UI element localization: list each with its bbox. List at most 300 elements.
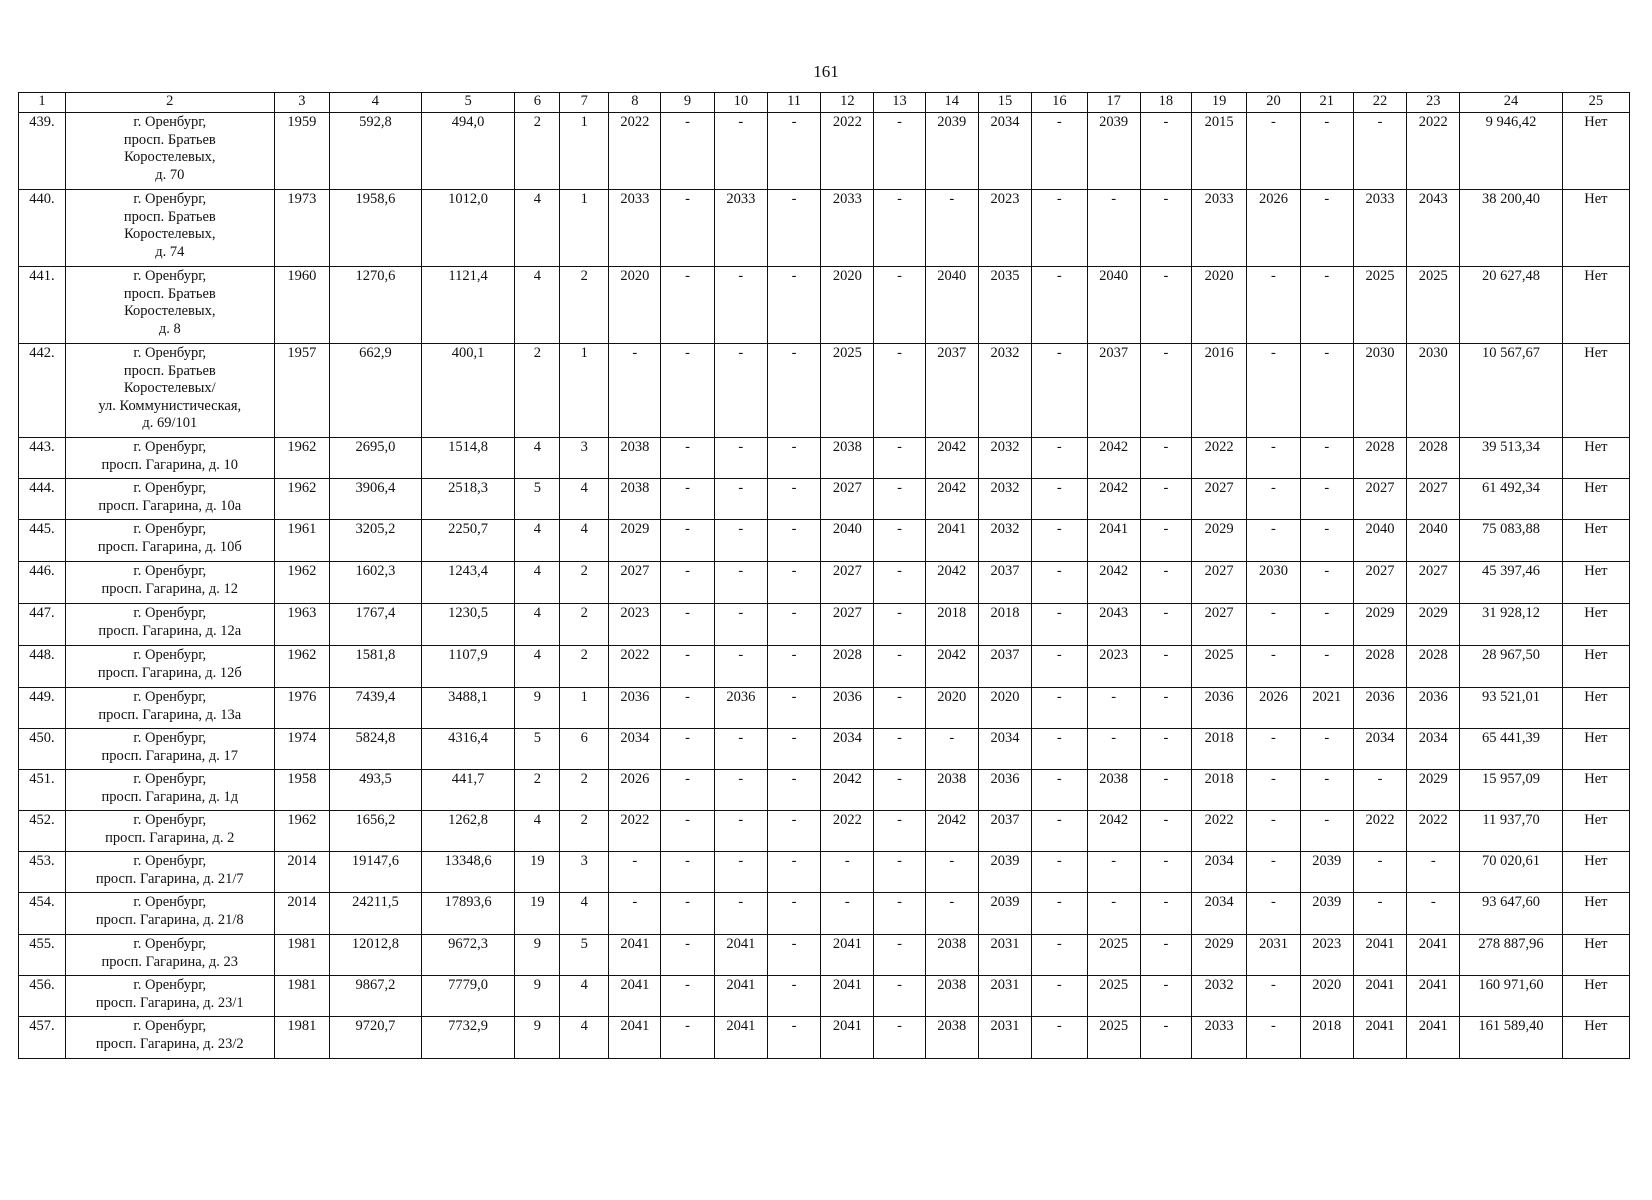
status-cell: Нет (1562, 190, 1629, 267)
table-cell: 3 (560, 852, 609, 893)
address-cell: г. Оренбург, просп. Гагарина, д. 23/1 (65, 976, 274, 1017)
table-cell: - (1353, 852, 1406, 893)
table-cell: - (1300, 113, 1353, 190)
area-cell: 2250,7 (421, 520, 515, 562)
table-cell: - (714, 852, 767, 893)
table-cell: - (1140, 344, 1191, 438)
table-cell: 2026 (1247, 688, 1300, 729)
table-cell: - (1300, 811, 1353, 852)
table-cell: - (1032, 113, 1087, 190)
table-cell: 5 (515, 479, 560, 520)
status-cell: Нет (1562, 811, 1629, 852)
table-cell: 1962 (274, 811, 329, 852)
cost-cell: 10 567,67 (1460, 344, 1562, 438)
table-cell: 2028 (1353, 646, 1406, 688)
cost-cell: 38 200,40 (1460, 190, 1562, 267)
table-cell: 2038 (925, 1017, 978, 1059)
table-cell: - (1247, 646, 1300, 688)
area-cell: 400,1 (421, 344, 515, 438)
table-cell: - (767, 688, 820, 729)
status-cell: Нет (1562, 729, 1629, 770)
address-cell: г. Оренбург, просп. Гагарина, д. 12 (65, 562, 274, 604)
table-cell: 2033 (821, 190, 874, 267)
table-cell: 4 (560, 479, 609, 520)
table-cell: 2037 (925, 344, 978, 438)
table-cell: 2028 (1407, 438, 1460, 479)
table-cell: 2022 (1353, 811, 1406, 852)
table-cell: - (1140, 479, 1191, 520)
table-cell: - (1353, 893, 1406, 935)
table-cell: - (1300, 190, 1353, 267)
table-cell: 2041 (1353, 1017, 1406, 1059)
table-cell: 2040 (1407, 520, 1460, 562)
table-cell: - (661, 562, 714, 604)
table-cell: 19 (515, 893, 560, 935)
table-cell: 2025 (821, 344, 874, 438)
table-cell: 2038 (821, 438, 874, 479)
table-cell: 2014 (274, 852, 329, 893)
table-cell: 2027 (1191, 479, 1246, 520)
area-cell: 1514,8 (421, 438, 515, 479)
table-cell: - (661, 604, 714, 646)
table-cell: - (714, 770, 767, 811)
area-cell: 2695,0 (330, 438, 422, 479)
table-cell: - (1087, 688, 1140, 729)
table-cell: 2039 (978, 893, 1031, 935)
table-cell: 2029 (1407, 770, 1460, 811)
table-row (19, 1017, 1630, 1059)
table-cell: - (767, 770, 820, 811)
table-cell: 2036 (1353, 688, 1406, 729)
table-cell: 2030 (1247, 562, 1300, 604)
area-cell: 9672,3 (421, 935, 515, 976)
table-cell: 4 (560, 520, 609, 562)
table-cell: 2028 (1407, 646, 1460, 688)
table-row (19, 646, 1630, 688)
table-cell: 1981 (274, 976, 329, 1017)
table-cell: - (874, 729, 925, 770)
table-cell: 2042 (1087, 479, 1140, 520)
table-cell: - (1247, 604, 1300, 646)
table-body (19, 113, 1630, 1059)
table-cell: 2034 (978, 113, 1031, 190)
cost-cell: 61 492,34 (1460, 479, 1562, 520)
table-cell: 2 (515, 344, 560, 438)
table-cell: - (767, 604, 820, 646)
page-number: 161 (813, 62, 839, 81)
table-cell: - (767, 479, 820, 520)
table-cell: - (1247, 479, 1300, 520)
table-cell: - (1087, 893, 1140, 935)
table-cell: 2034 (1191, 893, 1246, 935)
column-header-14: 14 (925, 93, 978, 113)
table-cell: - (714, 438, 767, 479)
table-cell: - (1140, 267, 1191, 344)
row-number-cell: 442. (19, 344, 66, 438)
table-cell: - (661, 770, 714, 811)
table-cell: 1962 (274, 438, 329, 479)
status-cell: Нет (1562, 646, 1629, 688)
area-cell: 24211,5 (330, 893, 422, 935)
table-cell: 4 (515, 562, 560, 604)
row-number-cell: 454. (19, 893, 66, 935)
row-number-cell: 449. (19, 688, 66, 729)
table-cell: 2036 (714, 688, 767, 729)
table-cell: 2018 (1191, 729, 1246, 770)
table-cell: 4 (515, 811, 560, 852)
table-cell: 4 (515, 646, 560, 688)
status-cell: Нет (1562, 267, 1629, 344)
table-cell: 2041 (609, 935, 661, 976)
table-cell: 1961 (274, 520, 329, 562)
table-cell: 2033 (1191, 190, 1246, 267)
table-cell: 2040 (821, 520, 874, 562)
table-cell: 2039 (925, 113, 978, 190)
table-cell: - (874, 893, 925, 935)
column-header-21: 21 (1300, 93, 1353, 113)
column-number-header-row (19, 93, 1630, 113)
table-cell: - (609, 852, 661, 893)
table-cell: 2041 (1353, 935, 1406, 976)
table-cell: - (1087, 852, 1140, 893)
table-cell: 2035 (978, 267, 1031, 344)
area-cell: 5824,8 (330, 729, 422, 770)
table-cell: - (1300, 604, 1353, 646)
cost-cell: 15 957,09 (1460, 770, 1562, 811)
table-cell: 2033 (714, 190, 767, 267)
table-cell: 3 (560, 438, 609, 479)
row-number-cell: 456. (19, 976, 66, 1017)
table-cell: - (1300, 646, 1353, 688)
table-cell: - (1140, 729, 1191, 770)
table-cell: 2025 (1191, 646, 1246, 688)
status-cell: Нет (1562, 438, 1629, 479)
table-cell: 4 (560, 976, 609, 1017)
table-cell: 2038 (609, 438, 661, 479)
table-cell: 9 (515, 688, 560, 729)
table-cell: 2042 (1087, 438, 1140, 479)
table-cell: 2029 (609, 520, 661, 562)
table-cell: 2032 (978, 438, 1031, 479)
table-cell: - (874, 344, 925, 438)
status-cell: Нет (1562, 520, 1629, 562)
table-cell: 9 (515, 1017, 560, 1059)
table-cell: 2020 (1300, 976, 1353, 1017)
address-cell: г. Оренбург, просп. Гагарина, д. 10 (65, 438, 274, 479)
table-cell: 1959 (274, 113, 329, 190)
address-cell: г. Оренбург, просп. Братьев Коростелевых/ ул. Коммунистическая, д. 69/101 (65, 344, 274, 438)
table-cell: 2027 (1407, 479, 1460, 520)
table-cell: 1962 (274, 479, 329, 520)
table-cell: - (1140, 893, 1191, 935)
table-cell: 4 (560, 893, 609, 935)
table-cell: 2027 (821, 562, 874, 604)
column-header-24: 24 (1460, 93, 1562, 113)
table-cell: 2022 (1191, 438, 1246, 479)
table-cell: - (1247, 113, 1300, 190)
address-cell: г. Оренбург, просп. Гагарина, д. 12а (65, 604, 274, 646)
table-cell: 2025 (1087, 935, 1140, 976)
table-cell: 2031 (978, 1017, 1031, 1059)
table-cell: 2 (515, 770, 560, 811)
table-cell: - (1140, 113, 1191, 190)
table-cell: 2018 (925, 604, 978, 646)
area-cell: 494,0 (421, 113, 515, 190)
table-cell: 2041 (821, 935, 874, 976)
table-cell: 2025 (1087, 1017, 1140, 1059)
table-cell: - (1140, 1017, 1191, 1059)
table-cell: - (1247, 520, 1300, 562)
column-header-16: 16 (1032, 93, 1087, 113)
table-cell: 2029 (1191, 520, 1246, 562)
table-cell: - (767, 344, 820, 438)
table-cell: - (767, 976, 820, 1017)
table-cell: - (714, 811, 767, 852)
column-header-3: 3 (274, 93, 329, 113)
table-cell: - (767, 729, 820, 770)
table-cell: 2025 (1407, 267, 1460, 344)
address-cell: г. Оренбург, просп. Братьев Коростелевых, д. 74 (65, 190, 274, 267)
table-cell: 2025 (1087, 976, 1140, 1017)
table-cell: - (1087, 190, 1140, 267)
area-cell: 1012,0 (421, 190, 515, 267)
table-cell: - (661, 935, 714, 976)
table-cell: - (925, 893, 978, 935)
table-cell: - (1140, 562, 1191, 604)
table-cell: - (1032, 267, 1087, 344)
table-cell: 2041 (1407, 935, 1460, 976)
table-cell: - (661, 893, 714, 935)
table-cell: - (1032, 479, 1087, 520)
row-number-cell: 455. (19, 935, 66, 976)
table-cell: 2020 (821, 267, 874, 344)
table-cell: - (874, 604, 925, 646)
table-cell: 6 (560, 729, 609, 770)
table-cell: 1963 (274, 604, 329, 646)
status-cell: Нет (1562, 562, 1629, 604)
table-cell: - (1300, 344, 1353, 438)
table-cell: 2042 (925, 479, 978, 520)
table-cell: 2020 (978, 688, 1031, 729)
table-cell: 2034 (1407, 729, 1460, 770)
column-header-6: 6 (515, 93, 560, 113)
area-cell: 2518,3 (421, 479, 515, 520)
table-cell: 2027 (609, 562, 661, 604)
table-cell: - (1032, 935, 1087, 976)
table-cell: 2033 (1191, 1017, 1246, 1059)
table-cell: - (767, 520, 820, 562)
table-cell: - (874, 267, 925, 344)
table-cell: 2032 (1191, 976, 1246, 1017)
table-cell: 2034 (978, 729, 1031, 770)
cost-cell: 278 887,96 (1460, 935, 1562, 976)
table-cell: 2042 (1087, 811, 1140, 852)
table-cell: 2041 (1407, 976, 1460, 1017)
table-cell: - (874, 113, 925, 190)
table-cell: - (874, 935, 925, 976)
table-cell: 2022 (1407, 113, 1460, 190)
address-cell: г. Оренбург, просп. Гагарина, д. 13а (65, 688, 274, 729)
table-cell: - (925, 852, 978, 893)
table-cell: - (714, 520, 767, 562)
table-cell: 2034 (1191, 852, 1246, 893)
table-cell: - (1032, 976, 1087, 1017)
table-cell: 2036 (978, 770, 1031, 811)
table-cell: 2020 (925, 688, 978, 729)
table-row (19, 344, 1630, 438)
table-cell: - (874, 688, 925, 729)
table-cell: 2027 (1191, 604, 1246, 646)
table-cell: - (874, 770, 925, 811)
table-row (19, 688, 1630, 729)
table-cell: 2036 (1191, 688, 1246, 729)
table-cell: - (661, 520, 714, 562)
column-header-8: 8 (609, 93, 661, 113)
status-cell: Нет (1562, 893, 1629, 935)
area-cell: 13348,6 (421, 852, 515, 893)
address-cell: г. Оренбург, просп. Гагарина, д. 1д (65, 770, 274, 811)
table-cell: 2039 (1300, 893, 1353, 935)
address-cell: г. Оренбург, просп. Братьев Коростелевых, д. 70 (65, 113, 274, 190)
table-cell: 1962 (274, 562, 329, 604)
table-cell: - (1300, 267, 1353, 344)
table-cell: - (609, 893, 661, 935)
address-cell: г. Оренбург, просп. Братьев Коростелевых, д. 8 (65, 267, 274, 344)
table-row (19, 190, 1630, 267)
column-header-7: 7 (560, 93, 609, 113)
table-cell: - (661, 976, 714, 1017)
table-cell: - (661, 344, 714, 438)
table-cell: 2018 (1191, 770, 1246, 811)
row-number-cell: 448. (19, 646, 66, 688)
address-cell: г. Оренбург, просп. Гагарина, д. 23/2 (65, 1017, 274, 1059)
address-cell: г. Оренбург, просп. Гагарина, д. 21/7 (65, 852, 274, 893)
table-cell: - (1247, 1017, 1300, 1059)
table-cell: - (767, 893, 820, 935)
table-cell: 1973 (274, 190, 329, 267)
table-cell: 1 (560, 344, 609, 438)
table-cell: 2037 (978, 562, 1031, 604)
table-cell: - (714, 479, 767, 520)
column-header-2: 2 (65, 93, 274, 113)
table-row (19, 811, 1630, 852)
table-cell: - (661, 438, 714, 479)
cost-cell: 31 928,12 (1460, 604, 1562, 646)
table-cell: - (1247, 267, 1300, 344)
table-cell: - (767, 852, 820, 893)
row-number-cell: 450. (19, 729, 66, 770)
address-cell: г. Оренбург, просп. Гагарина, д. 10б (65, 520, 274, 562)
table-row (19, 113, 1630, 190)
cost-cell: 70 020,61 (1460, 852, 1562, 893)
table-cell: - (1032, 1017, 1087, 1059)
table-cell: - (661, 113, 714, 190)
table-cell: 2023 (1087, 646, 1140, 688)
table-cell: - (1140, 438, 1191, 479)
table-cell: 2028 (1353, 438, 1406, 479)
column-header-4: 4 (330, 93, 422, 113)
table-cell: 2015 (1191, 113, 1246, 190)
table-cell: 2028 (821, 646, 874, 688)
table-row (19, 893, 1630, 935)
table-cell: - (1032, 190, 1087, 267)
area-cell: 1107,9 (421, 646, 515, 688)
table-cell: - (1087, 729, 1140, 770)
table-cell: - (767, 562, 820, 604)
table-cell: - (1032, 811, 1087, 852)
cost-cell: 20 627,48 (1460, 267, 1562, 344)
table-cell: 2022 (609, 811, 661, 852)
table-cell: 2030 (1353, 344, 1406, 438)
table-cell: 2022 (821, 811, 874, 852)
table-cell: - (767, 811, 820, 852)
table-row (19, 479, 1630, 520)
table-row (19, 770, 1630, 811)
table-cell: - (1247, 344, 1300, 438)
table-cell: 2016 (1191, 344, 1246, 438)
table-cell: - (874, 438, 925, 479)
column-header-1: 1 (19, 93, 66, 113)
table-cell: 2033 (609, 190, 661, 267)
table-cell: - (767, 113, 820, 190)
column-header-22: 22 (1353, 93, 1406, 113)
table-cell: 2041 (1087, 520, 1140, 562)
cost-cell: 9 946,42 (1460, 113, 1562, 190)
area-cell: 1230,5 (421, 604, 515, 646)
area-cell: 1958,6 (330, 190, 422, 267)
table-cell: 2041 (714, 935, 767, 976)
table-cell: 2041 (714, 1017, 767, 1059)
table-cell: 2032 (978, 520, 1031, 562)
cost-cell: 11 937,70 (1460, 811, 1562, 852)
table-cell: - (874, 479, 925, 520)
table-cell: 2043 (1407, 190, 1460, 267)
table-cell: - (1300, 729, 1353, 770)
area-cell: 7439,4 (330, 688, 422, 729)
table-cell: 2027 (821, 479, 874, 520)
table-cell: 1962 (274, 646, 329, 688)
table-cell: - (925, 729, 978, 770)
table-cell: 2036 (821, 688, 874, 729)
table-cell: 2038 (1087, 770, 1140, 811)
table-cell: 2026 (609, 770, 661, 811)
column-header-20: 20 (1247, 93, 1300, 113)
area-cell: 19147,6 (330, 852, 422, 893)
area-cell: 592,8 (330, 113, 422, 190)
area-cell: 1656,2 (330, 811, 422, 852)
table-cell: 2 (515, 113, 560, 190)
table-cell: - (661, 1017, 714, 1059)
table-cell: 2029 (1191, 935, 1246, 976)
table-cell: - (874, 811, 925, 852)
table-cell: - (714, 604, 767, 646)
table-cell: - (1247, 811, 1300, 852)
table-cell: 2 (560, 770, 609, 811)
cost-cell: 75 083,88 (1460, 520, 1562, 562)
table-cell: - (1353, 770, 1406, 811)
table-cell: 4 (515, 438, 560, 479)
address-cell: г. Оренбург, просп. Гагарина, д. 2 (65, 811, 274, 852)
table-cell: 2032 (978, 479, 1031, 520)
address-cell: г. Оренбург, просп. Гагарина, д. 12б (65, 646, 274, 688)
table-cell: 2037 (1087, 344, 1140, 438)
table-cell: 2038 (609, 479, 661, 520)
table-cell: - (1140, 976, 1191, 1017)
status-cell: Нет (1562, 935, 1629, 976)
table-cell: 2021 (1300, 688, 1353, 729)
table-cell: - (661, 811, 714, 852)
address-cell: г. Оренбург, просп. Гагарина, д. 17 (65, 729, 274, 770)
